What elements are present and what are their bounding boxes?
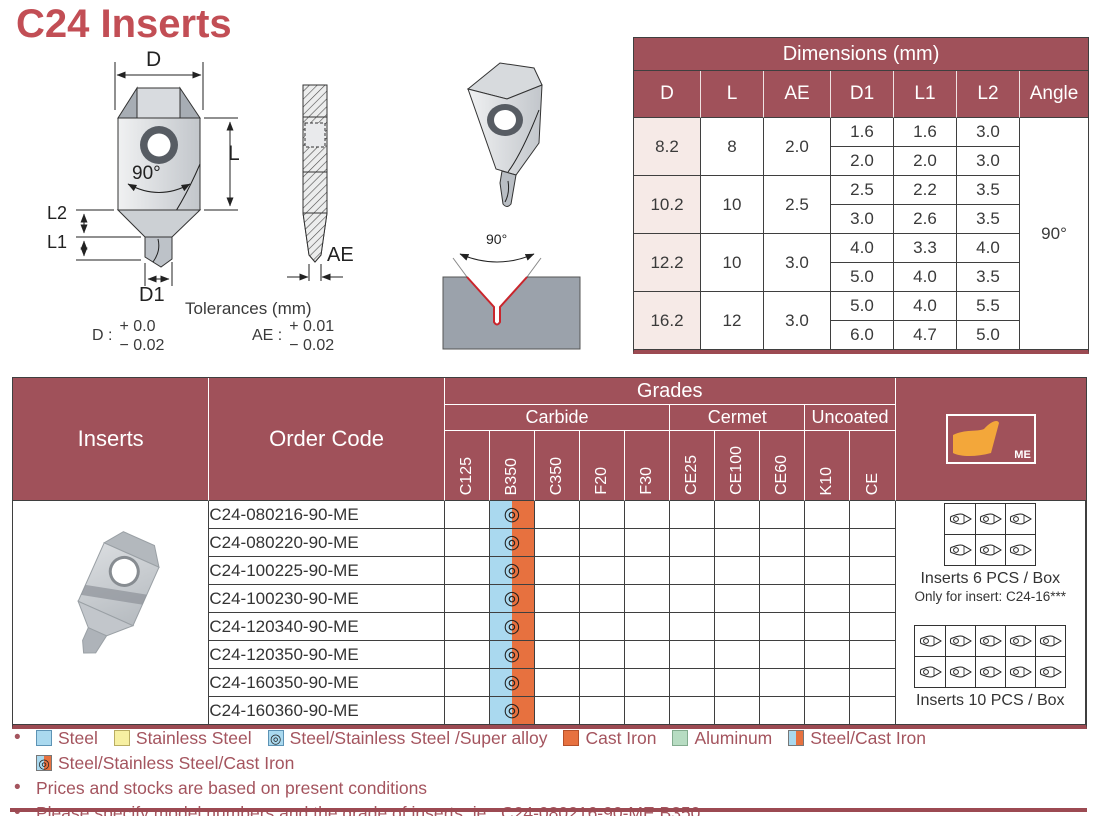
grade-col-label: CE60	[773, 454, 791, 495]
dim-d-value: 12.2	[634, 234, 701, 292]
grade-cell-ce100	[715, 501, 760, 529]
dim-l1-value: 3.3	[894, 234, 957, 263]
grade-marker: ◎	[503, 644, 521, 665]
insert-icon-cell	[945, 657, 976, 687]
packaging-info	[896, 501, 1085, 710]
order-code-cell: C24-080220-90-ME	[209, 529, 444, 557]
grade-cell-c350	[535, 641, 580, 669]
grade-group-cermet: Cermet	[670, 405, 805, 431]
grade-cell-ce25	[670, 697, 715, 725]
legend-swatch-blue: ◎	[268, 730, 284, 746]
insert-icon-cell	[975, 535, 1006, 565]
dim-col-header: L1	[894, 71, 957, 118]
grade-cell-ce25	[670, 613, 715, 641]
grade-cell-ce60	[760, 501, 805, 529]
dim-d-value: 16.2	[634, 292, 701, 350]
grade-cell-k10	[805, 557, 850, 585]
insert-icon	[948, 543, 972, 557]
grade-cell-ce100	[715, 557, 760, 585]
grade-cell-ce	[850, 585, 895, 613]
grade-col-f20	[580, 431, 625, 501]
dim-col-header: L	[701, 71, 764, 118]
grade-cell-b350	[490, 669, 535, 697]
grade-col-k10	[805, 431, 850, 501]
dim-col-header: D1	[831, 71, 894, 118]
dimension-row	[634, 234, 1088, 263]
dim-d-value: 8.2	[634, 118, 701, 176]
dim-d1-value: 5.0	[831, 292, 894, 321]
inserts-header: Inserts	[13, 378, 209, 501]
insert-icon-cell	[1035, 657, 1065, 687]
dim-d1-value: 1.6	[831, 118, 894, 147]
insert-icon	[948, 634, 972, 648]
grade-cell-c125	[445, 557, 490, 585]
grade-cell-ce	[850, 529, 895, 557]
grade-cell-c350	[535, 529, 580, 557]
grade-cell-ce	[850, 669, 895, 697]
insert-icon	[1008, 543, 1032, 557]
tolerance-d-label: D :	[92, 327, 113, 344]
grade-col-label: B350	[502, 457, 520, 495]
grade-cell-c125	[445, 669, 490, 697]
dim-l-value: 8	[701, 118, 764, 176]
insert-icon	[978, 634, 1002, 648]
grade-col-label: C125	[457, 456, 475, 495]
grade-cell-f20	[580, 641, 625, 669]
insert-icon	[1008, 634, 1032, 648]
legend-item	[36, 728, 98, 749]
insert-icon-cell	[1005, 535, 1035, 565]
grade-cell-f30	[625, 585, 670, 613]
grade-cell-f20	[580, 501, 625, 529]
grade-col-c125	[445, 431, 490, 501]
grade-cell-c125	[445, 529, 490, 557]
insert-icon	[1008, 665, 1032, 679]
dim-label-l: L	[228, 142, 240, 165]
tolerance-d	[92, 317, 164, 355]
grade-col-label: K10	[818, 466, 836, 495]
insert-icon-cell	[1005, 626, 1036, 657]
dim-l2-value: 5.0	[957, 321, 1020, 350]
insert-icon	[978, 512, 1002, 526]
dim-l1-value: 2.2	[894, 176, 957, 205]
inserts-table	[13, 378, 1086, 725]
dimensions-table	[633, 37, 1089, 354]
grade-cell-c350	[535, 557, 580, 585]
legend-swatch-split	[788, 730, 804, 746]
grade-cell-ce	[850, 557, 895, 585]
dimensions-table-title: Dimensions (mm)	[634, 38, 1088, 71]
dim-l1-value: 2.0	[894, 147, 957, 176]
grade-cell-ce100	[715, 697, 760, 725]
grade-cell-ce60	[760, 641, 805, 669]
dim-l1-value: 1.6	[894, 118, 957, 147]
dim-l2-value: 4.0	[957, 234, 1020, 263]
grade-col-label: CE	[863, 472, 881, 495]
insert-icon	[1038, 665, 1062, 679]
dim-ae-value: 2.5	[764, 176, 831, 234]
dimensions-table-area	[633, 37, 1089, 354]
grade-cell-ce60	[760, 585, 805, 613]
dim-d1-value: 2.5	[831, 176, 894, 205]
grade-cell-f20	[580, 613, 625, 641]
order-code-cell: C24-160350-90-ME	[209, 669, 444, 697]
order-code-cell: C24-120350-90-ME	[209, 641, 444, 669]
box-10pcs-graphic	[914, 625, 1066, 688]
insert-icon	[1008, 512, 1032, 526]
grade-col-f30	[625, 431, 670, 501]
legend-label: Steel/Cast Iron	[810, 727, 927, 748]
grade-cell-ce60	[760, 697, 805, 725]
grade-cell-k10	[805, 529, 850, 557]
dim-l-value: 10	[701, 234, 764, 292]
legend-item	[563, 728, 656, 749]
legend-label: Steel	[58, 727, 98, 748]
note-text: Prices and stocks are based on present conditions	[36, 777, 428, 798]
dim-angle-value: 90°	[1020, 118, 1088, 350]
grade-col-ce60	[760, 431, 805, 501]
grade-cell-ce60	[760, 669, 805, 697]
dimensions-title-row	[634, 38, 1088, 71]
grade-cell-c125	[445, 613, 490, 641]
grade-cell-k10	[805, 697, 850, 725]
grade-cell-f30	[625, 641, 670, 669]
grade-col-label: CE100	[728, 446, 746, 495]
dim-d1-value: 4.0	[831, 234, 894, 263]
insert-icon-cell	[975, 504, 1006, 535]
insert-icon-cell	[1005, 657, 1036, 687]
dim-l2-value: 3.5	[957, 205, 1020, 234]
tolerance-ae-label: AE :	[252, 327, 283, 344]
legend-item	[672, 728, 772, 749]
grade-cell-f30	[625, 697, 670, 725]
grade-cell-c125	[445, 585, 490, 613]
grade-group-carbide: Carbide	[445, 405, 670, 431]
grade-cell-ce100	[715, 529, 760, 557]
grade-cell-ce25	[670, 669, 715, 697]
packaging-cell	[896, 501, 1086, 725]
dim-col-header: L2	[957, 71, 1020, 118]
grade-cell-c350	[535, 501, 580, 529]
grade-cell-b350	[490, 585, 535, 613]
insert-icon	[918, 634, 942, 648]
grade-col-label: F30	[638, 467, 656, 495]
legend-swatch-orange	[563, 730, 579, 746]
grade-marker: ◎	[503, 504, 521, 525]
grade-cell-ce100	[715, 669, 760, 697]
bottom-rule	[10, 808, 1087, 812]
dimension-row	[634, 292, 1088, 321]
grade-cell-f30	[625, 613, 670, 641]
dim-ae-value: 3.0	[764, 234, 831, 292]
grade-cell-c350	[535, 585, 580, 613]
insert-icon	[948, 512, 972, 526]
tolerance-d-minus: − 0.02	[119, 337, 165, 354]
grade-cell-k10	[805, 585, 850, 613]
grade-cell-k10	[805, 501, 850, 529]
dim-l2-value: 5.5	[957, 292, 1020, 321]
dim-l2-value: 3.0	[957, 147, 1020, 176]
order-code-cell: C24-120340-90-ME	[209, 613, 444, 641]
grade-col-label: CE25	[683, 454, 701, 495]
grade-marker: ◎	[503, 616, 521, 637]
grade-col-ce	[850, 431, 895, 501]
grade-cell-c125	[445, 641, 490, 669]
grade-cell-b350	[490, 697, 535, 725]
grade-cell-b350	[490, 557, 535, 585]
dim-l1-value: 4.7	[894, 321, 957, 350]
box6-note: Only for insert: C24-16***	[914, 589, 1067, 604]
grade-col-label: C350	[547, 456, 565, 495]
box10-label: Inserts 10 PCS / Box	[916, 692, 1065, 709]
grade-cell-ce25	[670, 641, 715, 669]
grade-cell-c350	[535, 669, 580, 697]
order-code-header: Order Code	[209, 378, 444, 501]
grade-col-b350	[490, 431, 535, 501]
box-6pcs-graphic	[944, 503, 1036, 566]
dim-d1-value: 5.0	[831, 263, 894, 292]
grade-cell-f30	[625, 557, 670, 585]
grade-cell-ce	[850, 641, 895, 669]
grade-col-ce100	[715, 431, 760, 501]
dim-l2-value: 3.5	[957, 263, 1020, 292]
grade-cell-c125	[445, 697, 490, 725]
legend-area	[14, 727, 1086, 816]
insert-photo	[23, 518, 198, 703]
grade-cell-f20	[580, 557, 625, 585]
dim-l2-value: 3.0	[957, 118, 1020, 147]
grade-marker: ◎	[503, 560, 521, 581]
legend-swatch-blue	[36, 730, 52, 746]
tolerance-ae-minus: − 0.02	[289, 337, 335, 354]
legend-item	[114, 728, 252, 749]
order-code-cell: C24-160360-90-ME	[209, 697, 444, 725]
grade-cell-b350	[490, 641, 535, 669]
grade-cell-f30	[625, 501, 670, 529]
grade-col-ce25	[670, 431, 715, 501]
dimension-row	[634, 118, 1088, 147]
dim-label-l2: L2	[47, 203, 68, 223]
tolerance-ae	[252, 317, 334, 355]
insert-icon-cell	[975, 626, 1006, 657]
dim-l2-value: 3.5	[957, 176, 1020, 205]
front-angle-label: 90°	[132, 163, 161, 184]
legend-item	[36, 753, 294, 774]
grade-col-label: F20	[593, 467, 611, 495]
dim-l1-value: 2.6	[894, 205, 957, 234]
dim-d1-value: 6.0	[831, 321, 894, 350]
note-bullet: •	[14, 777, 21, 798]
grade-cell-k10	[805, 669, 850, 697]
legend-item	[268, 728, 548, 749]
dim-l-value: 10	[701, 176, 764, 234]
dim-label-ae: AE	[327, 244, 354, 266]
dimensions-header-row	[634, 71, 1088, 118]
legend-swatch-yellow	[114, 730, 130, 746]
groove-profile-drawing	[430, 228, 590, 360]
legend-swatch-split: ◎	[36, 755, 52, 771]
perspective-view-drawing	[452, 55, 562, 220]
insert-icon-cell	[945, 504, 976, 535]
legend-label: Steel/Stainless Steel /Super alloy	[289, 727, 548, 748]
grade-marker: ◎	[503, 588, 521, 609]
grade-cell-k10	[805, 641, 850, 669]
insert-icon-cell	[1005, 504, 1035, 535]
grade-cell-b350	[490, 613, 535, 641]
dim-label-d: D	[146, 48, 162, 71]
grade-cell-f20	[580, 529, 625, 557]
dim-d-value: 10.2	[634, 176, 701, 234]
grades-header-row	[13, 378, 1086, 405]
legend-label: Steel/Stainless Steel/Cast Iron	[58, 752, 295, 773]
grade-cell-f20	[580, 669, 625, 697]
grade-cell-c125	[445, 501, 490, 529]
dim-label-l1: L1	[47, 232, 68, 252]
groove-angle-label: 90°	[486, 231, 508, 247]
dim-col-header: D	[634, 71, 701, 118]
dim-ae-value: 2.0	[764, 118, 831, 176]
inserts-table-area	[12, 377, 1087, 729]
order-code-cell: C24-080216-90-ME	[209, 501, 444, 529]
grade-cell-ce25	[670, 585, 715, 613]
grade-group-uncoated: Uncoated	[805, 405, 895, 431]
legend-item	[788, 728, 926, 749]
dim-l1-value: 4.0	[894, 292, 957, 321]
dim-ae-value: 3.0	[764, 292, 831, 350]
dim-l-value: 12	[701, 292, 764, 350]
me-header-cell	[896, 378, 1086, 501]
grade-cell-f30	[625, 529, 670, 557]
grade-col-c350	[535, 431, 580, 501]
grade-cell-ce25	[670, 529, 715, 557]
dim-d1-value: 2.0	[831, 147, 894, 176]
legend-swatch-green	[672, 730, 688, 746]
insert-icon	[978, 543, 1002, 557]
order-code-cell: C24-100230-90-ME	[209, 585, 444, 613]
grade-cell-ce	[850, 697, 895, 725]
insert-icon	[978, 665, 1002, 679]
insert-icon	[948, 665, 972, 679]
insert-icon-cell	[915, 657, 946, 687]
order-code-cell: C24-100225-90-ME	[209, 557, 444, 585]
tolerance-ae-plus: + 0.01	[289, 318, 335, 335]
grade-cell-ce60	[760, 613, 805, 641]
grade-marker: ◎	[503, 700, 521, 721]
insert-icon-cell	[1035, 626, 1065, 657]
dimension-row	[634, 176, 1088, 205]
legend-label: Aluminum	[694, 727, 773, 748]
grade-cell-f20	[580, 585, 625, 613]
insert-photo-cell	[13, 501, 209, 725]
legend-line	[14, 752, 1086, 774]
box6-label: Inserts 6 PCS / Box	[920, 570, 1061, 587]
note-line	[14, 777, 1086, 799]
me-chipbreaker-badge	[946, 414, 1036, 464]
grade-cell-f20	[580, 697, 625, 725]
grade-cell-b350	[490, 501, 535, 529]
legend-label: Cast Iron	[585, 727, 657, 748]
inserts-table-frame	[12, 377, 1087, 729]
grade-cell-b350	[490, 529, 535, 557]
dim-d1-value: 3.0	[831, 205, 894, 234]
insert-icon	[918, 665, 942, 679]
insert-icon	[1038, 634, 1062, 648]
insert-icon-cell	[975, 657, 1006, 687]
grade-cell-ce60	[760, 557, 805, 585]
insert-icon-cell	[945, 626, 976, 657]
insert-icon-cell	[915, 626, 946, 657]
grade-cell-ce60	[760, 529, 805, 557]
grade-marker: ◎	[503, 672, 521, 693]
grade-cell-ce25	[670, 501, 715, 529]
grade-cell-ce	[850, 613, 895, 641]
dim-label-d1: D1	[139, 284, 165, 306]
legend-line	[14, 727, 1086, 749]
insert-icon-cell	[945, 535, 976, 565]
tolerance-d-plus: + 0.0	[119, 318, 156, 335]
grade-marker: ◎	[503, 532, 521, 553]
grade-cell-ce100	[715, 641, 760, 669]
grade-cell-c350	[535, 697, 580, 725]
dim-l1-value: 4.0	[894, 263, 957, 292]
grade-cell-f30	[625, 669, 670, 697]
page-title: C24 Inserts	[16, 2, 232, 46]
me-badge-label: ME	[1014, 449, 1031, 461]
grade-cell-k10	[805, 613, 850, 641]
tolerances-title: Tolerances (mm)	[185, 299, 312, 318]
dim-col-header: Angle	[1020, 71, 1088, 118]
grade-cell-ce25	[670, 557, 715, 585]
dim-col-header: AE	[764, 71, 831, 118]
grade-cell-c350	[535, 613, 580, 641]
table-row	[13, 501, 1086, 529]
legend-bullet: •	[14, 727, 21, 748]
grades-header: Grades	[445, 378, 896, 405]
grade-cell-ce	[850, 501, 895, 529]
legend-label: Stainless Steel	[135, 727, 252, 748]
grade-cell-ce100	[715, 585, 760, 613]
grade-cell-ce100	[715, 613, 760, 641]
